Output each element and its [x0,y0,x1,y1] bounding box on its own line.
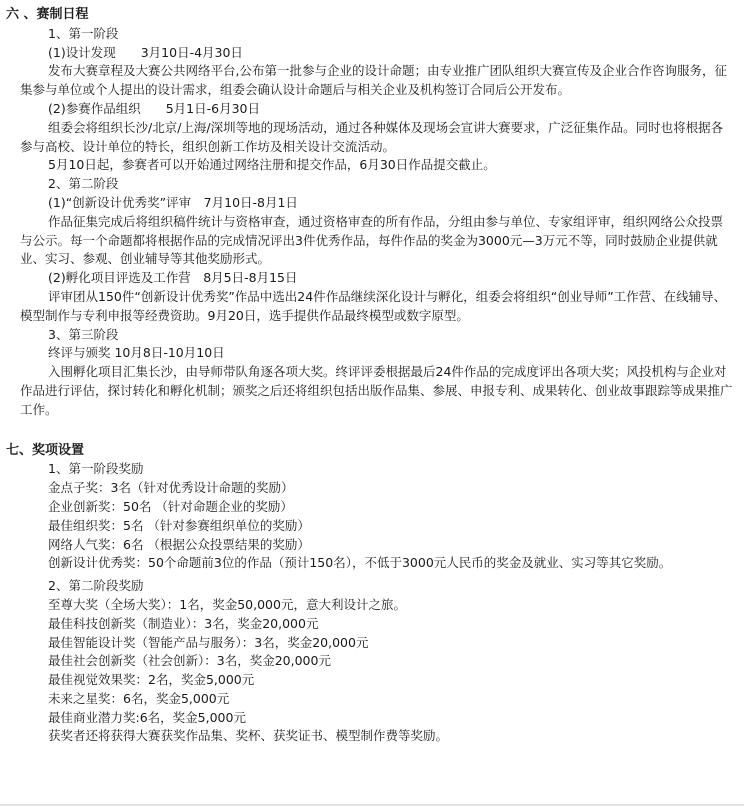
stage1-sub2-text: 组委会将组织长沙/北京/上海/深圳等地的现场活动，通过各种媒体及现场会宣讲大赛要求，广泛征集作品。同时也将根据各参与高校、设计单位的特长，组织创新工作坊及相关设计交流活动。 [20,119,724,154]
award-item: 最佳社会创新奖（社会创新）：3名，奖金20,000元 [48,653,331,669]
award-item: 金点子奖：3名（针对优秀设计命题的奖励） [48,480,294,496]
award-stage1-note: 创新设计优秀奖：50个命题前3位的作品（预计150名），不低于3000元人民币的奖金及就业、实习等其它奖励。 [48,555,672,571]
award-item: 至尊大奖（全场大奖）：1名，奖金50,000元，意大利设计之旅。 [48,596,406,612]
stage2-sub1-title: (1)“创新设计优秀奖”评审 7月10日-8月1日 [48,194,298,210]
award-item: 最佳视觉效果奖：2名，奖金5,000元 [48,672,255,688]
stage1-note: 5月10日起，参赛者可以开始通过网络注册和提交作品，6月30日作品提交截止。 [48,157,496,173]
award-stage2-note: 获奖者还将获得大赛获奖作品集、奖杯、获奖证书、模型制作费等奖励。 [48,728,449,744]
stage1-sub1-text: 发布大赛章程及大赛公共网络平台,公布第一批参与企业的设计命题；由专业推广团队组织大赛宣传及企业合作咨询服务，征集参与单位或个人提出的设计需求，组委会确认设计命题后与相关企业及机构签订合同后公开发布。 [20,63,727,98]
stage3-sub-title: 终评与颁奖 10月8日-10月10日 [48,345,225,361]
stage1-title: 1、第一阶段 [48,25,119,41]
award-item: 网络人气奖：6名 （根据公众投票结果的奖励） [48,536,310,552]
award-stage2-title: 2、第二阶段奖励 [48,578,144,594]
award-item: 未来之星奖：6名，奖金5,000元 [48,690,230,706]
stage1-sub1-title: (1)设计发现 3月10日-4月30日 [48,44,243,60]
stage2-sub1-text: 作品征集完成后将组织稿件统计与资格审查，通过资格审查的所有作品，分组由参与单位、专家组评审，组织网络公众投票与公示。每一个命题都将根据作品的完成情况评出3件优秀作品，每件作品的奖金为3000元—3万元不等，同时鼓励企业提供就业、实习、参观、创业辅导等其他奖励形式。 [20,213,724,267]
section-heading-schedule: 六 、赛制日程 [6,7,89,22]
award-item: 最佳科技创新奖（制造业）：3名，奖金20,000元 [48,615,319,631]
stage3-title: 3、第三阶段 [48,326,119,342]
stage2-title: 2、第二阶段 [48,176,119,192]
stage1-sub2-title: (2)参赛作品组织 5月1日-6月30日 [48,100,260,116]
section-heading-awards: 七、奖项设置 [6,442,85,458]
stage2-sub2-text: 评审团从150件“创新设计优秀奖”作品中选出24件作品继续深化设计与孵化，组委会将组织“创业导师”工作营、在线辅导、模型制作与专利申报等经费资助。9月20日，选手提供作品最终模型或数字原型。 [20,288,727,323]
award-item: 最佳商业潜力奖:6名，奖金5,000元 [48,709,246,725]
award-item: 最佳组织奖：5名 （针对参赛组织单位的奖励） [48,517,310,533]
award-stage1-title: 1、第一阶段奖励 [48,461,144,477]
award-item: 最佳智能设计奖（智能产品与服务）：3名，奖金20,000元 [48,634,369,650]
award-item: 企业创新奖：50名 （针对命题企业的奖励） [48,498,293,514]
stage2-sub2-title: (2)孵化项目评选及工作营 8月5日-8月15日 [48,270,298,286]
stage3-text: 入围孵化项目汇集长沙，由导师带队角逐各项大奖。终评评委根据最后24件作品的完成度评出各项大奖；风投机构与企业对作品进行评估，探讨转化和孵化机制；颁奖之后还将组织包括出版作品集、参展、申报专利、成果转化、创业故事跟踪等成果推广工作。 [20,364,733,417]
